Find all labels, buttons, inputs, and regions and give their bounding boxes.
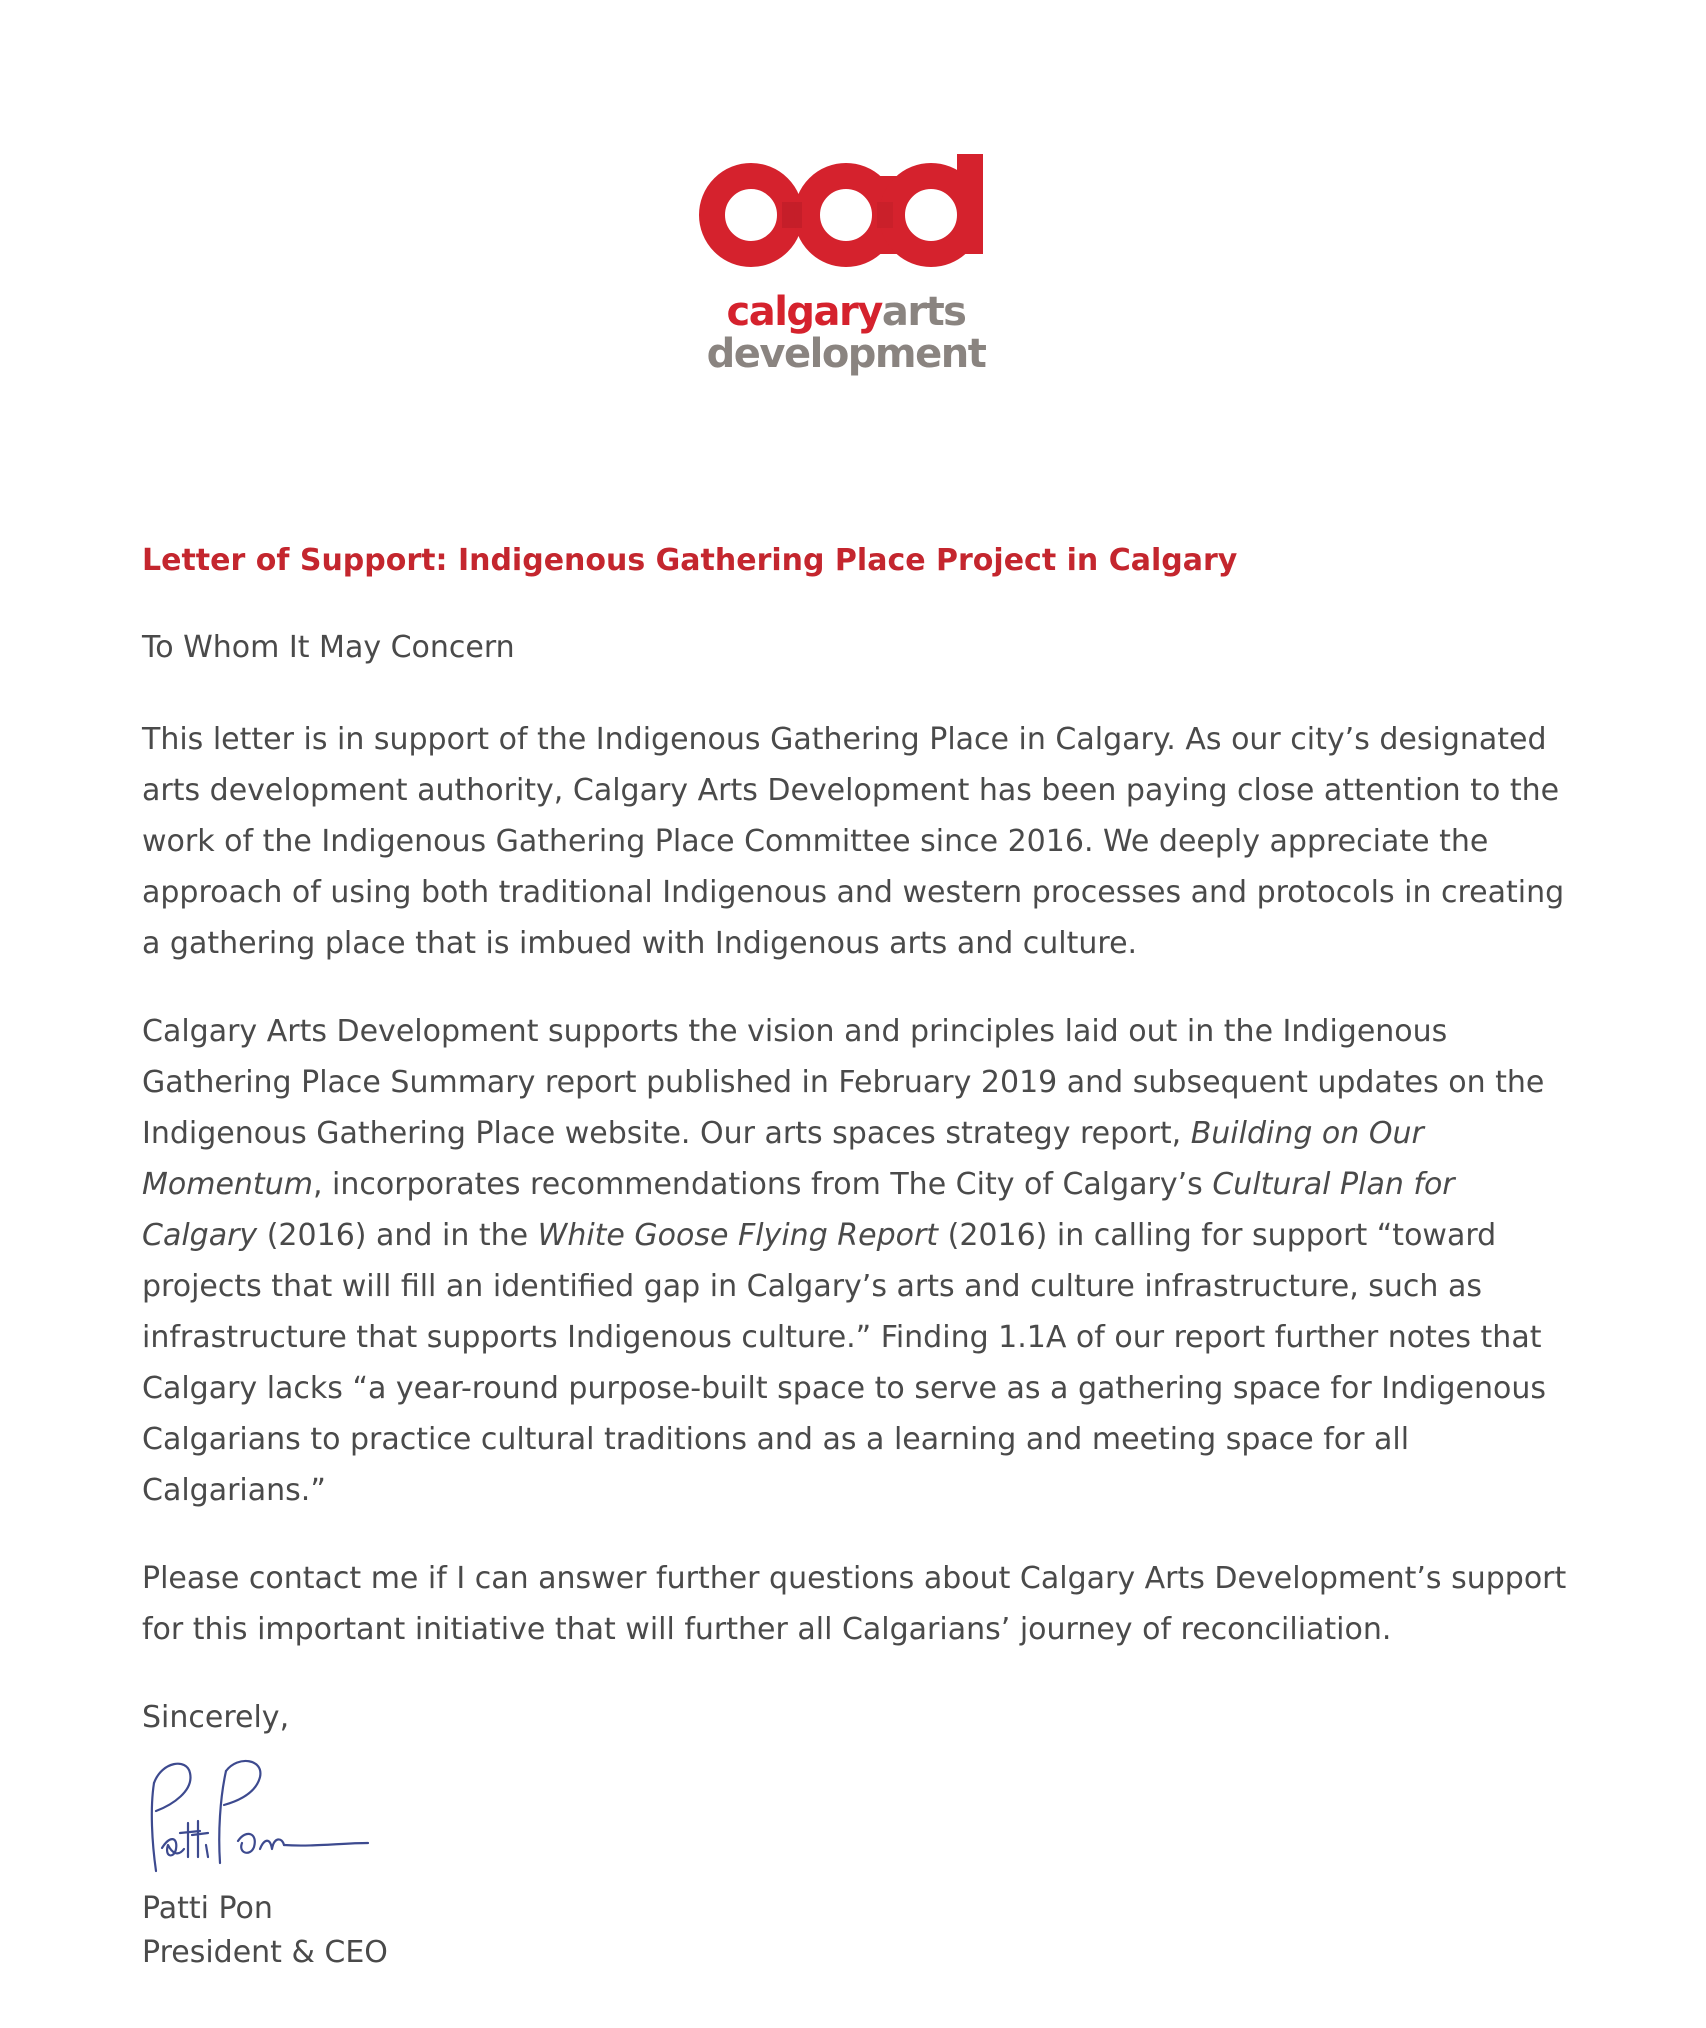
logo-wordmark-line1 bbox=[696, 290, 996, 334]
paragraph-2-text-2: , incorporates recommendations from The City of Calgary’s bbox=[312, 1167, 1213, 1202]
paragraph-2-text-4: (2016) in calling for support “toward projects that will fill an identified gap in Calgary’s arts and culture infrastructure, such as infrastructure that supports Indigenous culture.” Finding 1.1A of our report further notes that Calgary lacks “a year-round purpose-built space to serve as a gathering space for Indigenous Calgarians to practice cultural traditions and as a learning and meeting space for all Calgarians.” bbox=[142, 1218, 1546, 1508]
report-title-cultural-plan: Cultural Plan for Calgary bbox=[142, 1167, 1455, 1253]
logo-word-arts: arts bbox=[881, 289, 966, 335]
handwritten-signature bbox=[142, 1753, 372, 1883]
letter-paragraph-3: Please contact me if I can answer further questions about Calgary Arts Development’s support for this important initiative that will further all Calgarians’ journey of reconciliation. bbox=[142, 1561, 1567, 1647]
logo-mark-icon bbox=[696, 150, 996, 270]
letter-body bbox=[142, 535, 1572, 1975]
letter-subject: Letter of Support: Indigenous Gathering Place Project in Calgary bbox=[142, 543, 1238, 578]
signer-title: President & CEO bbox=[142, 1935, 388, 1970]
logo-wordmark-line2: development bbox=[706, 331, 986, 377]
paragraph-2-text-3: (2016) and in the bbox=[257, 1218, 538, 1253]
letter-paragraph-1: This letter is in support of the Indigenous Gathering Place in Calgary. As our city’s designated arts development authority, Calgary Arts Development has been paying close attention to the work of the Indigenous Gathering Place Committee since 2016. We deeply appreciate the approach of using both traditional Indigenous and western processes and protocols in creating a gathering place that is imbued with Indigenous arts and culture. bbox=[142, 722, 1565, 961]
letter-paragraph-2 bbox=[142, 1006, 1572, 1516]
report-title-white-goose-flying: White Goose Flying Report bbox=[537, 1218, 939, 1253]
report-title-building-on-our-momentum: Building on Our Momentum bbox=[142, 1116, 1424, 1202]
calgary-arts-development-logo bbox=[696, 150, 996, 380]
letter-closing: Sincerely, bbox=[142, 1700, 290, 1735]
logo-word-calgary: calgary bbox=[726, 289, 882, 335]
signer-name: Patti Pon bbox=[142, 1891, 273, 1926]
paragraph-2-text-1: Calgary Arts Development supports the vision and principles laid out in the Indigenous Gathering Place Summary report published in February 2019 and subsequent updates on the Indigenous Gathering Place website. Our arts spaces strategy report, bbox=[142, 1014, 1545, 1151]
letter-salutation: To Whom It May Concern bbox=[142, 630, 515, 665]
